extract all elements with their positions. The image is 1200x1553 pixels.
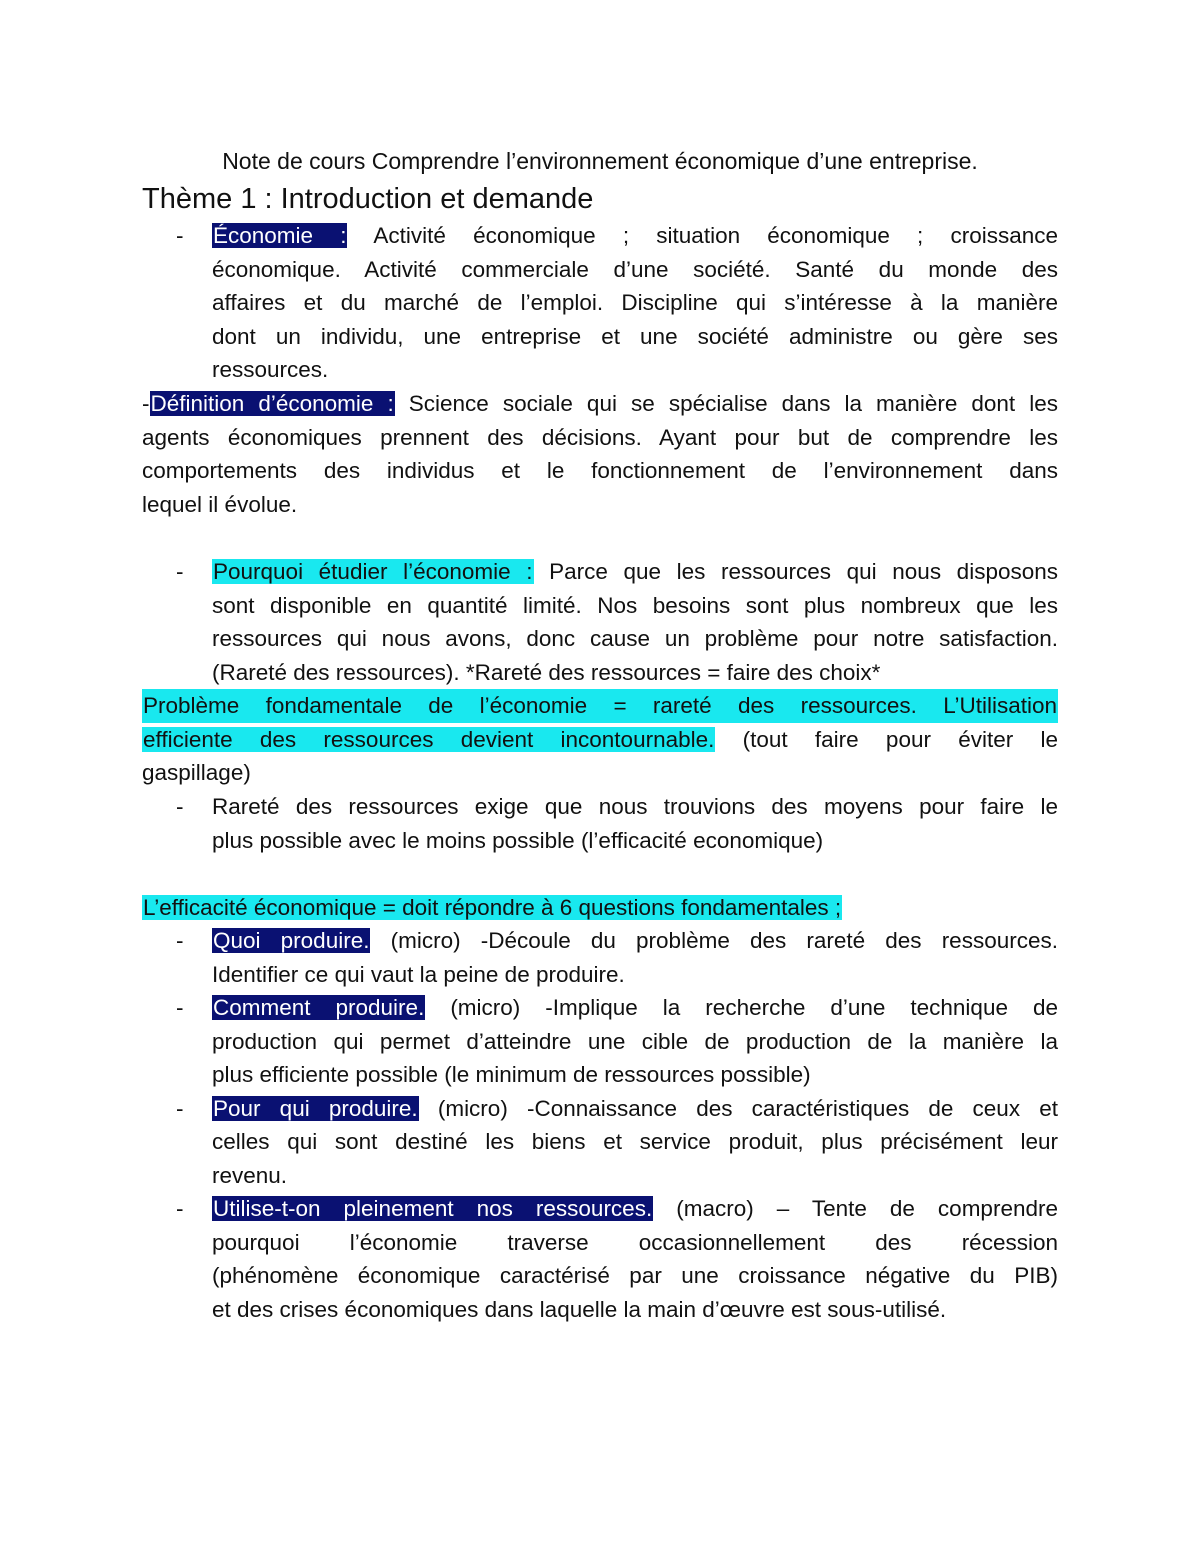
- definition-prefix: -: [142, 391, 150, 416]
- question-comment-line-2: production qui permet d’atteindre une cible de production de la manière la: [212, 1028, 1058, 1054]
- economie-text: Activité économique ; situation économique ; croissance: [347, 223, 1058, 248]
- question-utilise-term: Utilise-t-on pleinement nos ressources.: [213, 1196, 653, 1221]
- bullet-dash: -: [176, 1095, 184, 1121]
- question-pourqui-line-1: [142, 1092, 1058, 1126]
- pourquoi-line-2: sont disponible en quantité limité. Nos besoins sont plus nombreux que les: [212, 592, 1058, 618]
- probleme-line-3: gaspillage): [142, 760, 251, 785]
- definition-term: Définition d’économie :: [150, 391, 394, 416]
- efficacite-heading: L’efficacité économique = doit répondre à 6 questions fondamentales ;: [143, 895, 842, 920]
- question-pourqui-line-3: revenu.: [212, 1162, 288, 1188]
- question-pourqui-line-2: celles qui sont destiné les biens et service produit, plus précisément leur: [212, 1129, 1058, 1154]
- question-comment-text: (micro) -Implique la recherche d’une technique de: [425, 995, 1058, 1020]
- bullet-dash: -: [176, 1196, 184, 1221]
- pourquoi-term: Pourquoi étudier l’économie :: [213, 559, 533, 584]
- bullet-dash: -: [176, 223, 184, 248]
- definition-line-2: agents économiques prennent des décisions. Ayant pour but de comprendre les: [142, 424, 1058, 450]
- question-comment-line-1: [142, 991, 1058, 1025]
- bullet-dash: -: [176, 995, 184, 1020]
- bullet-dash: -: [176, 559, 184, 584]
- question-pourqui-term: Pour qui produire.: [213, 1095, 418, 1121]
- pourquoi-line-1: [142, 555, 1058, 589]
- probleme-paragraph: [142, 689, 1058, 790]
- question-utilise-line-2: pourquoi l’économie traverse occasionnellement des récession: [212, 1229, 1058, 1255]
- question-quoi-line-2: Identifier ce qui vaut la peine de produire.: [212, 961, 625, 987]
- question-comment-line-3: plus efficiente possible (le minimum de ressources possible): [212, 1062, 811, 1087]
- probleme-line-2: [142, 723, 1058, 757]
- pourquoi-text: Parce que les ressources qui nous disposons: [533, 559, 1058, 584]
- probleme-rest: (tout faire pour éviter le: [715, 726, 1058, 752]
- bullet-dash: -: [176, 928, 184, 953]
- document-title: Note de cours Comprendre l’environnement économique d’une entreprise.: [222, 148, 978, 174]
- pourquoi-line-3: ressources qui nous avons, donc cause un problème pour notre satisfaction.: [212, 626, 1058, 651]
- question-utilise-line-1: [142, 1192, 1058, 1226]
- economie-line-1: [142, 219, 1058, 253]
- economie-line-5: ressources.: [212, 357, 329, 382]
- rarete-text: Rareté des ressources exige que nous trouvions des moyens pour faire le: [212, 794, 1058, 819]
- probleme-line-1: [142, 689, 1058, 723]
- rarete-bullet: [142, 790, 1058, 857]
- rarete-line-2: plus possible avec le moins possible (l’efficacité economique): [212, 827, 824, 853]
- probleme-highlight-2: efficiente des ressources devient incontournable.: [143, 726, 715, 752]
- economie-term: Économie :: [213, 223, 347, 248]
- definition-paragraph: [142, 387, 1058, 521]
- pourquoi-line-4: (Rareté des ressources). *Rareté des ressources = faire des choix*: [212, 659, 881, 685]
- probleme-highlight-1: Problème fondamentale de l’économie = rareté des ressources. L’Utilisation: [142, 689, 1058, 723]
- economie-line-2: économique. Activité commerciale d’une société. Santé du monde des: [212, 256, 1058, 282]
- rarete-line-1: [142, 790, 1058, 824]
- efficacite-line: [142, 891, 1058, 925]
- definition-line-1: [142, 387, 1058, 421]
- definition-line-4: lequel il évolue.: [142, 491, 298, 517]
- bullet-dash: -: [176, 794, 184, 819]
- theme-heading: Thème 1 : Introduction et demande: [142, 183, 594, 215]
- question-quoi-line-1: [142, 924, 1058, 958]
- question-comment-term: Comment produire.: [213, 995, 425, 1020]
- efficacite-heading-block: [142, 891, 1058, 925]
- economie-line-3: affaires et du marché de l’emploi. Discipline qui s’intéresse à la manière: [212, 290, 1058, 315]
- question-pourqui-text: (micro) -Connaissance des caractéristiques de ceux et: [418, 1095, 1058, 1121]
- question-quoi-term: Quoi produire.: [213, 928, 370, 953]
- question-utilise-line-4: et des crises économiques dans laquelle la main d’œuvre est sous-utilisé.: [212, 1296, 947, 1322]
- question-utilise-line-3: (phénomène économique caractérisé par une croissance négative du PIB): [212, 1263, 1058, 1288]
- economie-bullet: [142, 219, 1058, 387]
- definition-line-3: comportements des individus et le fonctionnement de l’environnement dans: [142, 458, 1058, 483]
- question-utilise-text: (macro) – Tente de comprendre: [653, 1196, 1058, 1221]
- economie-line-4: dont un individu, une entreprise et une société administre ou gère ses: [212, 323, 1058, 349]
- definition-text: Science sociale qui se spécialise dans la manière dont les: [394, 391, 1058, 416]
- questions-list: [142, 924, 1058, 1326]
- question-quoi-text: (micro) -Découle du problème des rareté des ressources.: [370, 928, 1058, 953]
- pourquoi-bullet: [142, 555, 1058, 689]
